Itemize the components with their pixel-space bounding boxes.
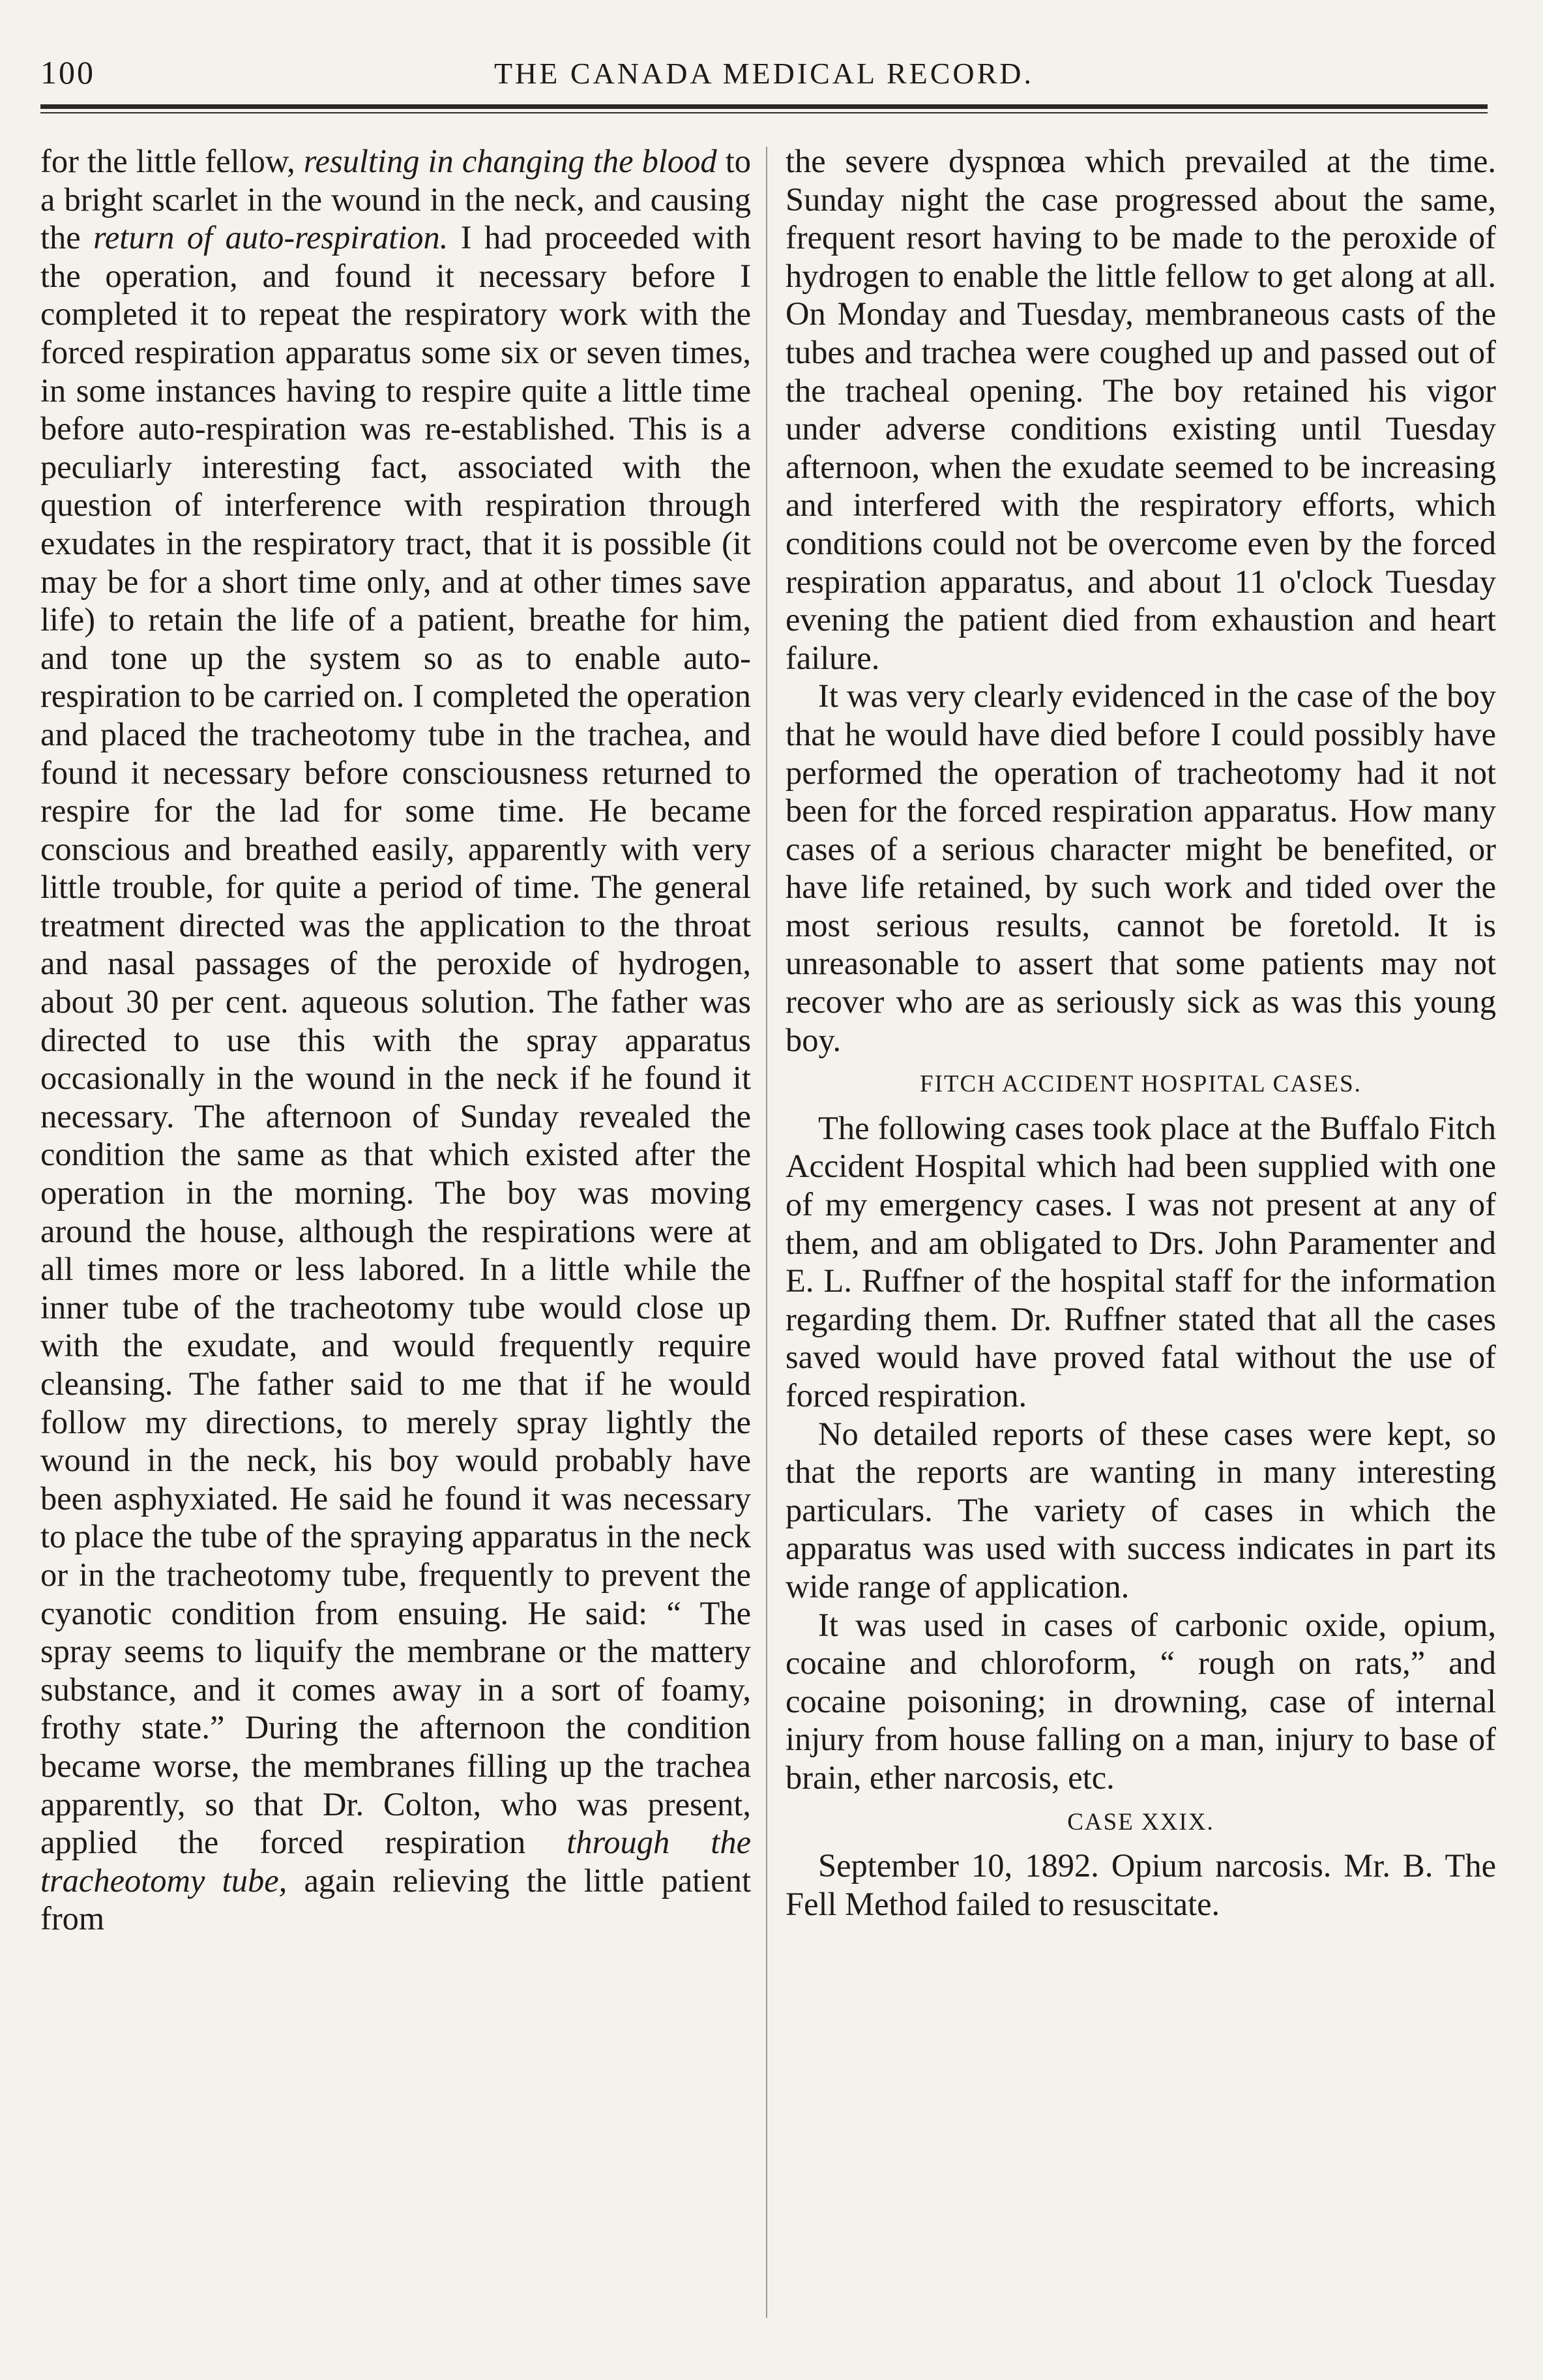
page-number: 100 bbox=[40, 54, 95, 91]
right-paragraph-4: No detailed reports of these cases were kept, so that the reports are wanting in many interesting particulars. The variety of cases in which the apparatus was used with success indicates in part its wide range of application. bbox=[786, 1415, 1496, 1605]
column-divider bbox=[766, 147, 767, 2318]
text-run: I had proceeded with the operation, and found it necessary before I completed it to repeat the respiratory work with the forced respiration apparatus some six or seven times, in some instances having to respire quite a little time before auto-respiration was re-established. This is a peculiarly interesting fact, associated with the question of interference with respiration through exudates in the respiratory tract, that it is possible (it may be for a short time only, and at other times save life) to retain the life of a patient, breathe for him, and tone up the system so as to enable auto-respiration to be carried on. I completed the operation and placed the tracheotomy tube in the trachea, and found it necessary before consciousness returned to respire for the lad for some time. He became conscious and breathed easily, apparently with very little trouble, for quite a period of time. The general treatment directed was the application to the throat and nasal passages of the peroxide of hydrogen, about 30 per cent. aqueous solution. The father was directed to use this with the spray apparatus occasionally in the wound in the neck if he found it necessary. The afternoon of Sunday revealed the condition the same as that which existed after the operation in the morning. The boy was moving around the house, although the respirations were at all times more or less labored. In a little while the inner tube of the tracheotomy tube would close up with the exudate, and would frequently require cleansing. The father said to me that if he would follow my directions, to merely spray lightly the wound in the neck, his boy would probably have been asphyxiated. He said he found it was necessary to place the tube of the spraying apparatus in the neck or in the tracheotomy tube, frequently to prevent the cyanotic condition from ensuing. He said: “ The spray seems to liquify the membrane or the mattery substance, and it comes away in a sort of foamy, frothy state.” During the afternoon the condition became worse, the membranes filling up the trachea apparently, so that Dr. Colton, who was present, applied the forced respiration bbox=[40, 219, 751, 1861]
italic-run: through the tracheotomy tube, bbox=[40, 1824, 751, 1899]
right-paragraph-2: It was very clearly evidenced in the case of the boy that he would have died before I could possibly have performed the operation of tracheotomy had it not been for the forced respiration apparatus. How many cases of a serious character might be benefited, or have life retained, by such work and tided over the most serious results, cannot be foretold. It is unreasonable to assert that some patients may not recover who are as seriously sick as was this young boy. bbox=[786, 677, 1496, 1058]
italic-run: return of auto-respiration. bbox=[93, 219, 448, 256]
running-title: THE CANADA MEDICAL RECORD. bbox=[493, 57, 1035, 90]
header-rule-thick bbox=[40, 104, 1488, 109]
left-paragraph-1 bbox=[40, 142, 751, 1938]
right-paragraph-1: the severe dyspnœa which prevailed at the time. Sunday night the case progressed about the same, frequent resort having to be made to the peroxide of hydrogen to enable the little fellow to get along at all. On Monday and Tuesday, membraneous casts of the tubes and trachea were coughed up and passed out of the tracheal opening. The boy retained his vigor under adverse conditions existing until Tuesday afternoon, when the exudate seemed to be increasing and interfered with the respiratory efforts, which conditions could not be overcome even by the forced respiration apparatus, and about 11 o'clock Tuesday evening the patient died from exhaustion and heart failure. bbox=[786, 143, 1496, 676]
text-run: again relieving the little patient from bbox=[40, 1862, 752, 1937]
left-column bbox=[40, 142, 751, 1938]
right-paragraph-6: September 10, 1892. Opium narcosis. Mr. B. The Fell Method failed to resuscitate. bbox=[786, 1847, 1496, 1922]
page-header bbox=[40, 47, 1488, 99]
right-column bbox=[786, 142, 1496, 1923]
italic-run: resulting in changing the blood bbox=[303, 143, 717, 179]
right-paragraph-3: The following cases took place at the Buffalo Fitch Accident Hospital which had been supplied with one of my emergency cases. I was not present at any of them, and am obligated to Drs. John Paramenter and E. L. Ruffner of the hospital staff for the information regarding them. Dr. Ruffner stated that all the cases saved would have proved fatal without the use of forced respiration. bbox=[786, 1109, 1496, 1414]
section-heading-case: CASE XXIX. bbox=[1067, 1808, 1214, 1836]
right-paragraph-5: It was used in cases of carbonic oxide, opium, cocaine and chloroform, “ rough on rats,” and cocaine poisoning; in drowning, case of internal injury from house falling on a man, injury to base of brain, ether narcosis, etc. bbox=[786, 1606, 1496, 1796]
text-run: to a bright scarlet in the wound in the neck, and causing the bbox=[40, 143, 751, 256]
header-rule-thin bbox=[40, 112, 1488, 113]
section-heading-fitch: FITCH ACCIDENT HOSPITAL CASES. bbox=[920, 1071, 1362, 1098]
text-run: for the little fellow, bbox=[40, 143, 304, 179]
